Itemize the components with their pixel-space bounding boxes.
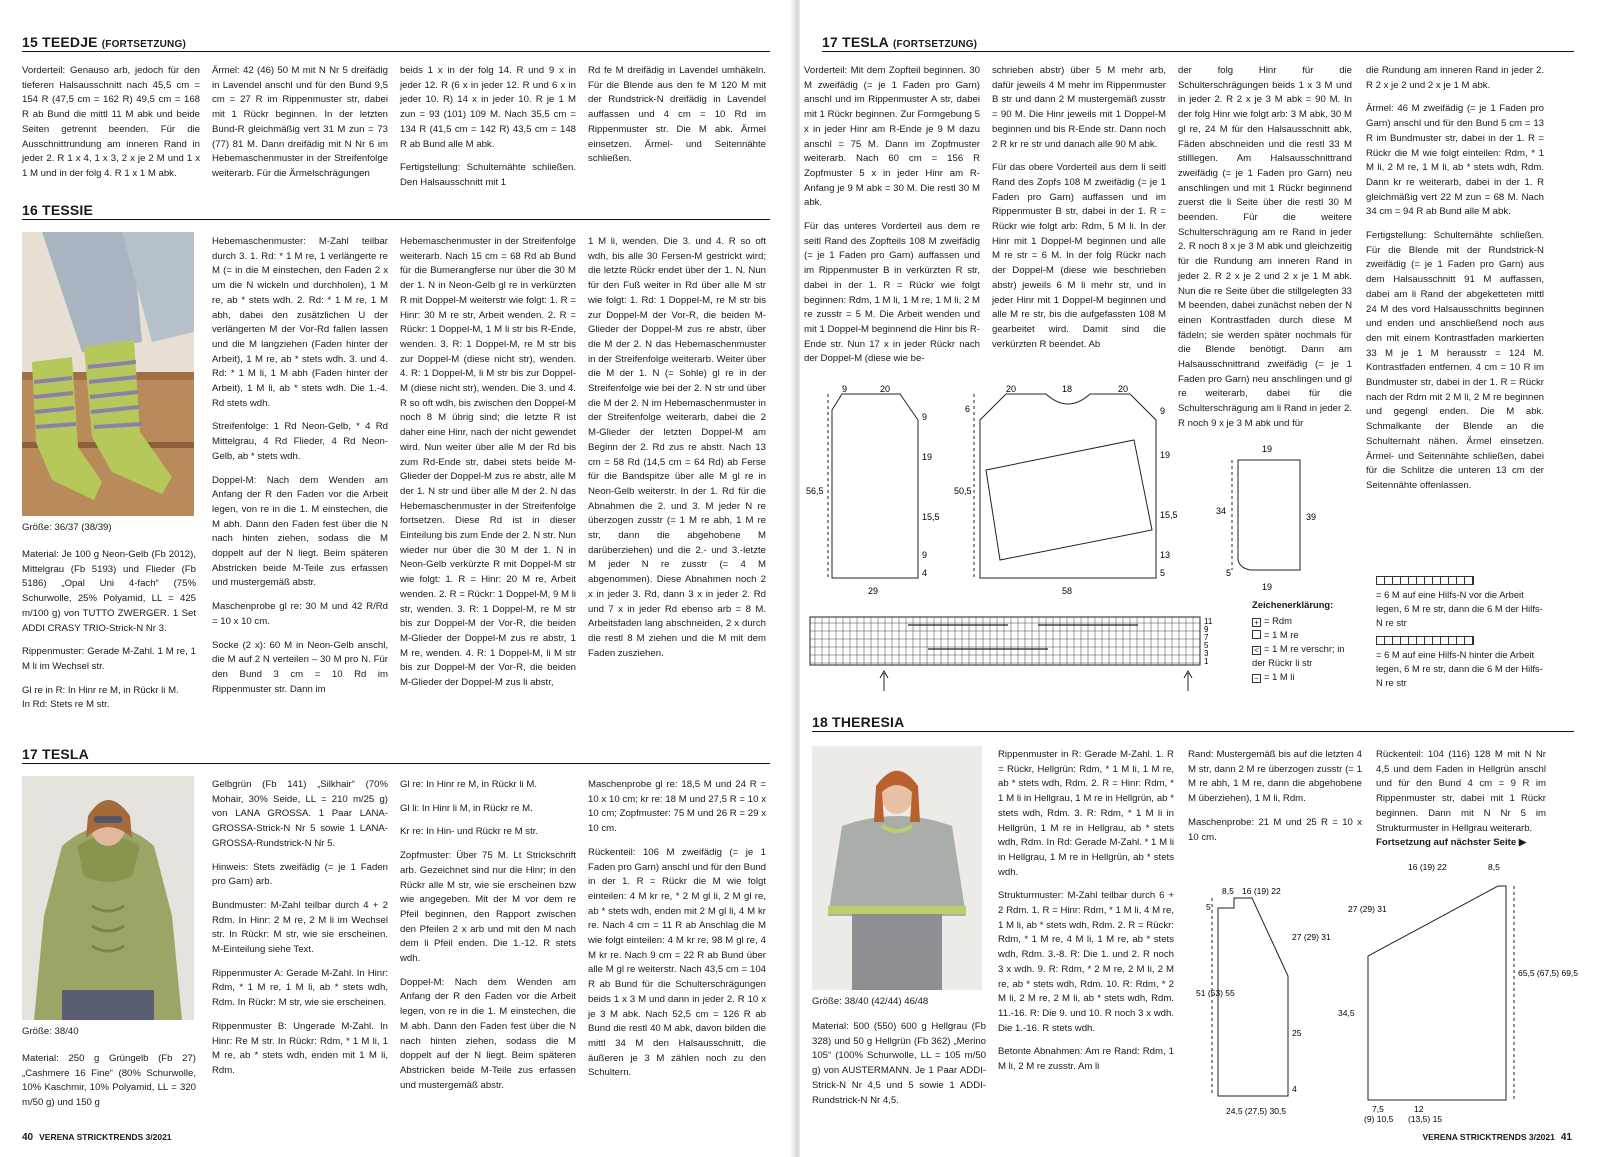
tesla-col-3 [400,778,576,1118]
cable-chart [808,615,1228,695]
paragraph: Ärmel: 42 (46) 50 M mit N Nr 5 dreifädig in Lavendel anschl und für den Bund 9,5 cm = 27 R im Rippenmuster str, dabei mit 1 Rückr beginnen. In der letzten Bund-R gleichmäßig vert 31 M zun = 73 (77) 81 M. Dann dreifädig mit N Nr 6 im Hebemaschenmuster in der Streifenfolge weiterarb. Für die Ärmelschrägungen [212,65,388,179]
cable-back-icon [1376,636,1474,645]
photo-tessie-socks [22,232,194,516]
section-title-text: 18 THERESIA [812,714,905,730]
teedje-col-3 [400,64,576,204]
dim-label: 9 [1160,406,1166,416]
dim-label: 20 [880,384,891,394]
paragraph: Vorderteil: Genauso arb, jedoch für den tieferen Halsausschnitt nach 45,5 cm = 154 R (47,5 cm = 162 R) 49,5 cm = 168 R ab Bund die mittl 11 M abk und beide Seiten getrennt beenden. Für die Ausschnittrundung am inneren Rand in jeder 2. R 1 x 4, 1 x 3, 2 x je 2 M und 1 x 1 M und in der folg 4. R 1 x 1 M abk. [22,65,200,179]
theresia-schematics [1188,856,1579,1126]
paragraph: Rippenmuster: Gerade M-Zahl. 1 M re, 1 M li im Wechsel str. [22,646,196,672]
paragraph: Kr re: In Hin- und Rückr re M str. [400,826,539,838]
paragraph: die Rundung am inneren Rand in jeder 2. R 2 x je 2 und 2 x je 1 M abk. [1366,65,1544,91]
legend-text: = 1 M re verschr; in der Rückr li str [1252,643,1345,668]
dim-label: 34,5 [1338,1008,1355,1018]
tesla-r-col-2 [992,64,1166,379]
paragraph: Rückenteil: 106 M zweifädig (= je 1 Faden pro Garn) anschl und für den Bund in der 1. R = Rückr die M wie folgt einteilen: 4 M kr re, * 2 M gl li, 2 M gl re, ab * stets wdh, enden mit 2 M gl li, 4 M kr re. Nach 4 cm = 11 R ab Anschlag die M wie folgt einteilen: 4 M kr re, 98 M gl re, 4 M kr re. Nach 9 cm = 22 R ab Bund über alle M gl re weiterstr. Nach 43,5 cm = 104 R ab Bund für die Schulterschrägungen beids 1 x 3 M und dann in jeder 2. R 10 x je 3 M abk. Nach 52,5 cm = 126 R ab Bund die restl 40 M abk, davon bilden die mittl 34 M den Halsausschnitt, die äußeren je 3 M zählen noch zu den Schultern. [588,846,766,1079]
dim-label: 7,5 [1372,1104,1384,1114]
section-subtitle: (FORTSETZUNG) [101,39,186,50]
dim-label: 25 [1292,1028,1302,1038]
dim-label: 5 [1160,568,1166,578]
dim-label: 16 (19) 22 [1242,886,1281,896]
dim-label: 58 [1062,586,1073,596]
dim-label: 6 [965,404,971,414]
purl-stitch-icon: − [1252,674,1261,683]
dim-label: (13,5) 15 [1408,1114,1443,1124]
schematic-front [954,384,1178,596]
theresia-col-1 [812,1020,986,1120]
paragraph: Bundmuster: M-Zahl teilbar durch 4 + 2 Rdm. In Hinr: 2 M re, 2 M li im Wechsel str. In Rückr: M str, wie sie erscheinen. M-Einteilung siehe Text. [212,899,388,956]
paragraph: Strukturmuster: M-Zahl teilbar durch 6 + 2 Rdm. 1. R = Hinr: Rdm, * 1 M li, 4 M re, 1 M li, ab * stets wdh, Rdm. 2. R = Rückr: Rdm, * 1 M re, 4 M li, 1 M re, ab * stets wdh, Rdm. 3.-8. R: Die 1. und 2. R noch 3 x wdh. 9. R: Rdm, * 2 M re, 2 M li, 2 M re, ab * stets wdh, Rdm. 10. R: Rdm, * 2 M li, 2 M re, 2 M li, ab * stets wdh, Rdm. 11.-16. R: Die 9. und 10. R noch 3 x wdh. Die 1.-16. R stets wdh. [998,890,1174,1034]
cable-front-icon [1376,576,1474,585]
paragraph: Hebemaschenmuster: M-Zahl teilbar durch 3. 1. Rd: * 1 M re, 1 verlängerte re M (= in die M einstechen, den Faden 2 x um die N wickeln und durchholen), 1 M re, ab * stets wdh. 2. Rd: * 1 M re, 1 M abh, dabei den zusätzlichen U der verlängerten M der Vor-Rd fallen lassen und die M langziehen (Faden hinter der Arbeit), 1 M re, ab * stets wdh. 3. und 4. Rd: * 1 M li, 1 M abh (Faden hinter der Arbeit), 1 M li, ab * stets wdh. Die 1.-4. Rd stets wdh. [212,236,388,409]
cable-legend [1376,574,1544,690]
tesla-col-2 [212,778,388,1118]
theresia-col-4 [1376,748,1546,858]
dim-label: 19 [1262,582,1273,592]
cable-legend-text: = 6 M auf eine Hilfs-N hinter die Arbeit legen, 6 M re str, dann die 6 M der Hilfs-N re str [1376,649,1543,688]
legend-item [1252,628,1360,642]
dim-label: 51 (53) 55 [1196,988,1235,998]
theresia-schematic-svg [1188,856,1579,1126]
paragraph: In Rd: Stets re M str. [22,699,110,711]
dim-label: 9 [922,550,928,560]
dim-label: 65,5 (67,5) 69,5 [1518,968,1579,978]
legend-item [1252,670,1360,684]
theresia-size: Größe: 38/40 (42/44) 46/48 [812,996,929,1007]
dim-label: 27 (29) 31 [1292,932,1331,942]
dim-label: (9) 10,5 [1364,1114,1394,1124]
paragraph: Zopfmuster: Über 75 M. Lt Strickschrift arb. Gezeichnet sind nur die Hinr; in den Rückr alle M str, wie sie erscheinen bzw wie angegeben. Mit der M vor dem re Pfeil beginnen, den Rapport zwischen den Pfeilen 2 x arb und mit den M nach dem li Pfeil enden. Die 1.-12. R stets wdh. [400,850,576,965]
tessie-col-2 [212,235,388,745]
paragraph: Rippenmuster in R: Gerade M-Zahl. 1. R = Rückr, Hellgrün: Rdm, * 1 M li, 1 M re, ab * stets wdh, Rdm. 2. R = Hinr: Rdm, * 1 M li in Hellgrau, 1 M re in Hellgrün, ab * stets wdh, Rdm. 3. R: Rdm, * 1 M li in Hellgrün, 1 M re in Hellgrau, ab * stets wdh, Rdm. In Rd: Gerade M-Zahl. * 1 M li in Hellgrau, 1 M re in Hellgrün, ab * stets wdh. [998,749,1174,878]
dim-label: 39 [1306,512,1317,522]
dim-label: 5 [1206,902,1211,912]
paragraph: Material: 250 g Grüngelb (Fb 27) „Cashmere 16 Fine“ (80% Schurwolle, 10% Kaschmir, 10% Polyamid, LL = 320 m/50 g) und 150 g [22,1053,196,1109]
paragraph: 1 M li, wenden. Die 3. und 4. R so oft wdh, bis alle 30 Fersen-M gestrickt wird; die letzte Rückr endet über der 1. N. Nun für den Fuß weiter in Rd über alle M str wie folgt: 1. Rd: 1 Doppel-M, re M str bis zur Doppel-M der Vor-R, die beiden M-Glieder der Doppel-M zus re abstr, über die M der 2. N das Hebemaschenmuster in der Streifenfolge weiterarb. Weiter über die M der 1. N (= Sohle) gl re in der Streifenfolge wie bei der 2. N str und über die M der 2. N im Hebemaschenmuster in der Streifenfolge weiterarb, dabei die 2 M-Glieder der letzten Doppel-M am Beginn der 2. Rd zus re abstr. Nach 13 cm = 58 Rd (14,5 cm = 64 Rd) ab Ferse für die Bandspitze über alle M gl re in Neon-Gelb weiterstr. In der 1. Rd für die Abnahmen die 2. und 3. M jeder N re überzogen zusstr (= 1 M re abh, 1 M re str, dann die abgehobene M darüberziehen) und die 2.- und 3.-letzte M jeder N re zusstr (= 4 M abgenommen). Diese Abnahmen noch 2 x in jeder 3. Rd, dann 3 x in jeder 2. Rd und 7 x in jeder Rd ebenso arb = 8 M. Arbeitsfaden lang abschneiden, 2 x durch die restl 8 M ziehen und die M mit dem Faden zusziehen. [588,236,766,659]
row-number: 1 [1204,657,1209,666]
dim-label: 34 [1216,506,1227,516]
section-title-text: 15 TEEDJE [22,34,98,50]
schematic-svg [800,380,1360,605]
section-title-tessie [22,202,770,220]
cable-legend-item [1376,574,1544,588]
paragraph: Rand: Mustergemäß bis auf die letzten 4 M str, dann 2 M re überzogen zusstr (= 1 M re abh, 1 M re, dann die abgehobene M überziehen), 1 M li, Rdm. [1188,749,1362,805]
legend-text: = 1 M re [1264,629,1299,640]
paragraph: Doppel-M: Nach dem Wenden am Anfang der R den Faden vor die Arbeit legen, von re in die 1. M einstechen, die M abh. Dann den Faden fest über die N nach hinten ziehen, sodass die M doppelt auf der N liegt. Beim späteren Abstricken beide M-Teile zus erfassen und mustergemäß abstr. [212,474,388,589]
paragraph: Maschenprobe: 21 M und 25 R = 10 x 10 cm. [1188,816,1362,843]
teedje-col-2 [212,64,388,204]
section-title-tesla-cont [822,34,1574,52]
tesla-r-col-1 [804,64,980,379]
tessie-col-1 [22,548,196,748]
legend-text: = Rdm [1264,615,1292,626]
schematic-sleeve [1216,444,1316,592]
paragraph: Maschenprobe gl re: 18,5 M und 24 R = 10 x 10 cm; kr re: 18 M und 27,5 R = 10 x 10 cm; Zopfmuster: 75 M und 26 R = 29 x 10 cm. [588,779,766,835]
row-number: 5 [1204,641,1209,650]
teedje-col-4 [588,64,766,204]
right-page [800,0,1600,1157]
paragraph: Gl re: In Hinr re M, in Rückr li M. [400,779,537,790]
paragraph: Streifenfolge: 1 Rd Neon-Gelb, * 4 Rd Mittelgrau, 4 Rd Flieder, 4 Rd Neon-Gelb, ab * stets wdh. [212,421,388,462]
section-title-theresia [812,714,1574,732]
cable-legend-item [1376,634,1544,648]
dim-label: 16 (19) 22 [1408,862,1447,872]
paragraph: Fertigstellung: Schulternähte schließen. Den Halsausschnitt mit 1 [400,162,576,188]
theresia-col-2 [998,748,1174,1120]
paragraph: Für das unteres Vorderteil aus dem re seitl Rand des Zopfteils 108 M zweifädig (= je 1 Faden pro Garn) auffassen und im Rippenmuster B in verkürzten R str, dabei in der 1. R = Rückr wie folgt beginnen: Rdm, 1 M li, 1 M re, 1 M li, 2 M re zusstr = 5 M. Die Arbeit wenden und mit 1 Doppel-M beginnend die Hinr bis R-Ende str. Nun 17 x in jeder Rückr nach der Doppel-M (diese wie be- [804,221,980,365]
photo-tesla-sweater [22,776,194,1020]
dim-label: 29 [868,586,879,596]
paragraph: Hebemaschenmuster in der Streifenfolge weiterarb. Nach 15 cm = 68 Rd ab Bund für die Bumerangferse nur über die 30 M der 1. N in Neon-Gelb gl re in verkürzten R mit Doppel-M weiterstr wie folgt: 1. R = Hinr: 30 M re str, Arbeit wenden. 2. R = Rückr: 1 Doppel-M, 1 M li str bis R-Ende, wenden. 3. R: 1 Doppel-M, re M str bis zur Doppel-M (diese nicht str), wenden. 4. R: 1 Doppel-M, li M str bis zur Doppel-M (diese nicht str), wenden. Die 3. und 4. R so oft wdh, bis zwischen den Doppel-M noch 8 M übrig sind; die letzte R ist daher eine Hinr, nach der nicht gewendet wird. Nun weiter über alle M der Rd bis zum Rd-Ende str, dabei stets beide M-Glieder der Doppel-M zus re abstr, alle M der 1. N str und über alle M der 2. N das Hebemaschenmuster in der Streifenfolge fortsetzen. Diese Rd ist in dieser Einteilung bis zum Ende der 2. N str. Nun wieder nur über die 30 M der 1. N in Neon-Gelb verkürzte R mit Doppel-M str wie folgt: 1. R = Hinr: 20 M re, Arbeit wenden. 2. R = Rückr: 1 Doppel-M, 9 M li str, wenden. 3. R: 1 Doppel-M, re M str bis zur Doppel-M der Vor-R, die beiden M-Glieder der Doppel-M zus re abstr, 1 M re, wenden. 4. R: 1 Doppel-M, li M str bis zur Doppel-M der Vor-R, die beiden M-Glieder der Doppel-M zus li abstr, [400,236,576,689]
paragraph: Rippenmuster B: Ungerade M-Zahl. In Hinr: Re M str. In Rückr: Rdm, * 1 M li, 1 M re, ab * stets wdh, enden mit 1 M li, Rdm. [212,1020,388,1076]
cable-legend-text: = 6 M auf eine Hilfs-N vor die Arbeit legen, 6 M re str, dann die 6 M der Hilfs-N re str [1376,589,1543,628]
row-number: 3 [1204,649,1209,658]
theresia-col-3 [1188,748,1362,868]
symbol-legend [1252,598,1360,684]
arrow-up-icon [1184,671,1192,691]
paragraph: Für das obere Vorderteil aus dem li seitl Rand des Zopfs 108 M zweifädig (= je 1 Faden pro Garn) auffassen und im Rippenmuster B str, dabei in der 1. R = Rückr wie folgt arb: Rdm, 5 M li. In der Hinr mit 1 Doppel-M beginnen und alle M re str = 6 M. In der folg Rückr nach der Doppel-M (diese wie beschrieben abstr) jeweils 6 M li mehr str, und in jeder Hinr mit 1 Doppel-M beginnen und alle M re str, bis die aufgefassten 108 M gearbeitet wird. Damit sind die verkürzten R beendet. Ab [992,162,1166,350]
paragraph: Socke (2 x): 60 M in Neon-Gelb anschl, die M auf 2 N verteilen – 30 M pro N. Für den Bund 3 cm = 10 Rd im Rippenmuster str. Dann im [212,639,388,695]
row-number: 7 [1204,633,1209,642]
section-title-text: 16 TESSIE [22,202,94,218]
legend-item [1252,642,1360,670]
dim-label: 19 [1262,444,1273,454]
dim-label: 15,5 [922,512,940,522]
schematic-theresia-sleeve [1338,862,1578,1124]
continue-link[interactable]: Fortsetzung auf nächster Seite ▶ [1376,837,1527,849]
dim-label: 4 [922,568,928,578]
schematic-body [1196,886,1331,1116]
footer-right [1422,1132,1578,1143]
dim-label: 18 [1062,384,1073,394]
paragraph: Fertigstellung: Schulternähte schließen. Für die Blende mit der Rundstrick-N zweifädig (= je 1 Faden pro Garn) aus dem Halsausschnitt 91 M auffassen, dabei am li Rand der abgeketteten mittl 24 M des vord Halsausschnitts beginnen und enden und anschließend noch aus den mit einem Kontrastfaden markierten 33 M je 1 M herausstr = 124 M. Kontrastfaden entfernen. 4 cm = 10 R im Bundmuster str, dabei in der 1. R = Rückr nach der Rdm mit 2 M li, 2 M re beginnen und gegengl enden. Die M abk. Schmalkante der Blende an die Schulternaht nähen. Ärmel einsetzen. Ärmel- und Seitennähte schließen, dabei für die Schlitze die unteren 13 cm der Seitennähte offenlassen. [1366,230,1544,491]
dim-label: 9 [922,412,928,422]
tesla-col-4 [588,778,766,1118]
legend-text: = 1 M li [1264,671,1295,682]
paragraph: Material: Je 100 g Neon-Gelb (Fb 2012), Mittelgrau (Fb 5193) und Flieder (Fb 5186) „Opal Uni 4-fach“ (75% Schurwolle, 25% Polyamid, LL = 425 m/100 g) von TUTTO ZWERGER. 1 Set ADDI CRASY TRIO-Strick-N Nr 3. [22,549,196,634]
dim-label: 15,5 [1160,510,1178,520]
paragraph: Ärmel: 46 M zweifädig (= je 1 Faden pro Garn) anschl und für den Bund 5 cm = 13 R im Bundmuster str, dabei in der 1. R = Rückr die M wie folgt einteilen: Rdm, * 1 M li, 2 M re, 1 M li, ab * stets wdh, Rdm. Dann kr re weiterarb, dabei in der 1. R gleichmäßig vert 22 M zun = 68 M. Nach 34 cm = 94 R ab Bund alle M abk. [1366,103,1544,218]
dim-label: 20 [1118,384,1129,394]
magazine-name: VERENA STRICKTRENDS 3/2021 [39,1132,172,1142]
socks-illustration [22,232,194,516]
section-title-text: 17 TESLA [822,34,889,50]
magazine-name: VERENA STRICKTRENDS 3/2021 [1422,1132,1555,1142]
tesla-r-col-4 [1366,64,1544,534]
section-title-teedje [22,34,770,52]
dim-label: 8,5 [1222,886,1234,896]
paragraph: Doppel-M: Nach dem Wenden am Anfang der R den Faden vor die Arbeit legen, von re in die 1. M einstechen, die M abh. Dann den Faden fest über die N nach hinten ziehen, sodass die M doppelt auf der N liegt. Beim späteren Abstricken beide M-Teile zus erfassen und mustergemäß abstr. [400,976,576,1091]
row-number: 11 [1204,617,1213,626]
paragraph: Betonte Abnahmen: Am re Rand: Rdm, 1 M li, 2 M re zusstr. Am li [998,1046,1174,1073]
dim-label: 8,5 [1488,862,1500,872]
legend-item [1252,614,1360,628]
paragraph: Rd fe M dreifädig in Lavendel umhäkeln. Für die Blende aus den fe M 120 M mit der Rundstrick-N dreifädig in Lavendel auffassen und 4 cm = 10 Rd im Rippenmuster str. Die M abk. Ärmel einsetzen. Ärmel- und Seitennähte schließen. [588,65,766,165]
tesla-col-1 [22,1052,196,1116]
schematic-back [806,384,940,596]
paragraph: schrieben abstr) über 5 M mehr arb, dafür jeweils 4 M mehr im Rippenmuster B str und dann 2 M mustergemäß zusstr = 90 M. Die Hinr jeweils mit 1 Doppel-M beginnen und bis R-Ende str. Dann noch 2 R kr re str und danach alle 90 M abk. [992,65,1166,150]
tesla-schematics [800,380,1360,605]
teedje-col-1 [22,64,200,204]
dim-label: 19 [1160,450,1171,460]
tessie-col-3 [400,235,576,745]
arrow-up-icon [880,671,888,691]
photo-theresia-sweater [812,746,982,990]
paragraph: beids 1 x in der folg 14. R und 9 x in jeder 12. R (6 x in jeder 12. R und 6 x in jeder 10. R) 14 x in jeder 10. R je 1 M zun = 93 (101) 109 M. Nach 35,5 cm = 134 R (41,5 cm = 142 R) 43,5 cm = 148 R ab Bund alle M abk. [400,65,576,150]
dim-label: 20 [1006,384,1017,394]
footer-left [22,1132,172,1143]
paragraph: Rippenmuster A: Gerade M-Zahl. In Hinr: Rdm, * 1 M re, 1 M li, ab * stets wdh, Rdm. In Rückr: M str, wie sie erscheinen. [212,967,388,1009]
dim-label: 50,5 [954,486,972,496]
paragraph: Maschenprobe gl re: 30 M und 42 R/Rd = 10 x 10 cm. [212,601,388,627]
dim-label: 4 [1292,1084,1297,1094]
edge-stitch-icon: + [1252,618,1261,627]
dim-label: 12 [1414,1104,1424,1114]
paragraph: Hinweis: Stets zweifädig (= je 1 Faden pro Garn) arb. [212,861,388,888]
sweater-illustration [22,776,194,1020]
paragraph: der folg Hinr für die Schulterschrägungen beids 1 x 3 M und in jeder 2. R 2 x je 3 M abk = 90 M. In der folg Hinr wie folgt arb: 3 M abk, 30 M gl re, 24 M für den Halsausschnitt abk, Fäden abschneiden und die restl 33 M stilllegen. Am Halsausschnittrand zweifädig (= je 1 Faden pro Garn) neu anschlingen und mit 1 Rückr beginnend zuerst die li Seite über die restl 30 M beenden. Für die weitere Schulterschrägung am re Rand in jeder 2. R noch 8 x je 3 M abk und gleichzeitig für die Rundung am inneren Rand in jeder 2. R 2 x je 2 und 2 x je 1 M abk. Nun die re Seite über die stillgelegten 33 M beenden, dabei zunächst neben der N einen Kontrastfaden durch diese M fädeln; sie werden später nochmals für die Blende benötigt. Dann am Halsausschnittrand zweifädig (= je 1 Faden pro Garn) neu anschlingen und gl re weiterarb, dabei für die Schulterschrägung am li Rand in jeder 2. R noch 9 x je 3 M abk und für [1178,65,1352,429]
cable-chart-svg [808,615,1228,695]
theresia-illustration [812,746,982,990]
twisted-stitch-icon: < [1252,646,1261,655]
dim-label: 9 [842,384,848,394]
paragraph: Gelbgrün (Fb 141) „Silkhair“ (70% Mohair, 30% Seide, LL = 210 m/25 g) von LANA GROSSA. 1 Paar LANA-GROSSA-Strick-N Nr 5 sowie 1 LANA-GROSSA-Rundstrick-N Nr 5. [212,779,388,849]
paragraph: Gl li: In Hinr li M, in Rückr re M. [400,802,533,814]
left-page [0,0,790,1157]
paragraph: Material: 500 (550) 600 g Hellgrau (Fb 328) und 50 g Hellgrün (Fb 362) „Merino 105“ (100% Schurwolle, LL = 105 m/50 g) von AUSTERMANN. Je 1 Paar ADDI-Strick-N Nr 4,5 und 5 sowie 1 ADDI-Rundstrick-N Nr 4,5. [812,1021,986,1106]
tessie-col-4 [588,235,766,745]
dim-label: 5 [1226,568,1232,578]
paragraph: Rückenteil: 104 (116) 128 M mit N Nr 4,5 und dem Faden in Hellgrün anschl und für den Bund 4 cm = 9 R im Rippenmuster str, dabei mit 1 Rückr beginnen. Dann mit N Nr 5 im Strukturmuster in Hellgrau weiterarb. [1376,749,1546,834]
legend-title: Zeichenerklärung: [1252,599,1334,610]
section-title-text: 17 TESLA [22,746,89,762]
page-number: 40 [22,1132,34,1143]
dim-label: 27 (29) 31 [1348,904,1387,914]
tessie-size: Größe: 36/37 (38/39) [22,522,112,533]
tesla-r-col-3 [1178,64,1352,434]
dim-label: 24,5 (27,5) 30,5 [1226,1106,1287,1116]
knit-stitch-icon [1252,630,1261,639]
dim-label: 13 [1160,550,1171,560]
paragraph: Gl re in R: In Hinr re M, in Rückr li M. [22,684,179,696]
tesla-size: Größe: 38/40 [22,1026,79,1037]
paragraph: Vorderteil: Mit dem Zopfteil beginnen. 30 M zweifädig (= je 1 Faden pro Garn) anschl und im Rippenmuster A str, dabei mit 1 Rückr beginnen. Zur Formgebung 5 x in jeder Hinr am R-Ende je 9 M dazu anschl = 75 M. Dann im Zopfmuster weiterarb. Nach 60 cm = 156 R Zopfmuster 5 x in jeder Hinr am R-Anfang je 9 M abk = 30 M. Die restl 30 M abk. [804,65,980,209]
section-title-tesla [22,746,770,764]
page-number: 41 [1560,1132,1572,1143]
row-number: 9 [1204,625,1209,634]
section-subtitle: (FORTSETZUNG) [892,39,978,50]
dim-label: 19 [922,452,933,462]
dim-label: 56,5 [806,486,824,496]
